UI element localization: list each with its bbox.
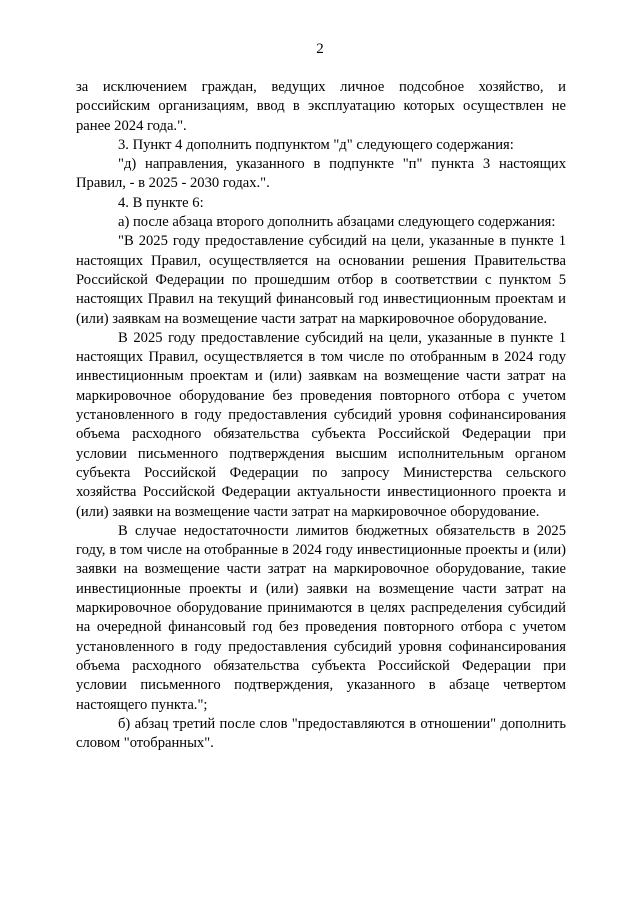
paragraph-continuation: за исключением граждан, ведущих личное подсобное хозяйство, и российским организациям, ввод в эксплуатацию которых осуществлен не ранее 2024 года.". (76, 79, 566, 134)
paragraph-item-3: 3. Пункт 4 дополнить подпунктом "д" следующего содержания: (118, 136, 514, 153)
paragraph-subitem-a: а) после абзаца второго дополнить абзацами следующего содержания: (118, 214, 556, 231)
paragraph-subitem-b: б) абзац третий после слов "предоставляются в отношении" дополнить словом "отобранных". (76, 715, 566, 752)
paragraph-quoted-1: "В 2025 году предоставление субсидий на цели, указанные в пункте 1 настоящих Правил, осуществляется на основании решения Правительства Российской Федерации по прошедшим отбор в соответствии с пунктом 5 настоящих Правил на текущий финансовый год инвестиционным проектам и (или) заявкам на возмещение части затрат на маркировочное оборудование. (76, 233, 566, 327)
paragraph-item-4: 4. В пункте 6: (118, 194, 204, 211)
paragraph-quoted-2: В 2025 году предоставление субсидий на цели, указанные в пункте 1 настоящих Правил, осуществляется в том числе по отобранным в 2024 году инвестиционным проектам и (или) заявкам на возмещение части затрат на маркировочное оборудование без проведения повторного отбора с учетом установленного в году предоставления субсидий уровня софинансирования объема расходного обязательства субъекта Российской Федерации при условии письменного подтверждения высшим исполнительным органом субъекта Российской Федерации по запросу Министерства сельского хозяйства Российской Федерации актуальности инвестиционного проекта и (или) заявки на возмещение части затрат на маркировочное оборудование. (76, 329, 566, 520)
paragraph-subitem-d: "д) направления, указанного в подпункте "п" пункта 3 настоящих Правил, - в 2025 - 2030 годах.". (76, 156, 566, 192)
page-number: 2 (316, 41, 324, 57)
document-body (76, 78, 566, 753)
paragraph-quoted-3: В случае недостаточности лимитов бюджетных обязательств в 2025 году, в том числе на отобранные в 2024 году инвестиционные проекты и (или) заявки на возмещение части затрат на маркировочное оборудование, такие инвестиционные проекты и (или) заявки на возмещение части затрат на маркировочное оборудование принимаются в целях распределения субсидий на очередной финансовый год без проведения повторного отбора с учетом установленного в году предоставления субсидий уровня софинансирования объема расходного обязательства субъекта Российской Федерации при условии письменного подтверждения, указанного в абзаце четвертом настоящего пункта."; (76, 522, 566, 713)
